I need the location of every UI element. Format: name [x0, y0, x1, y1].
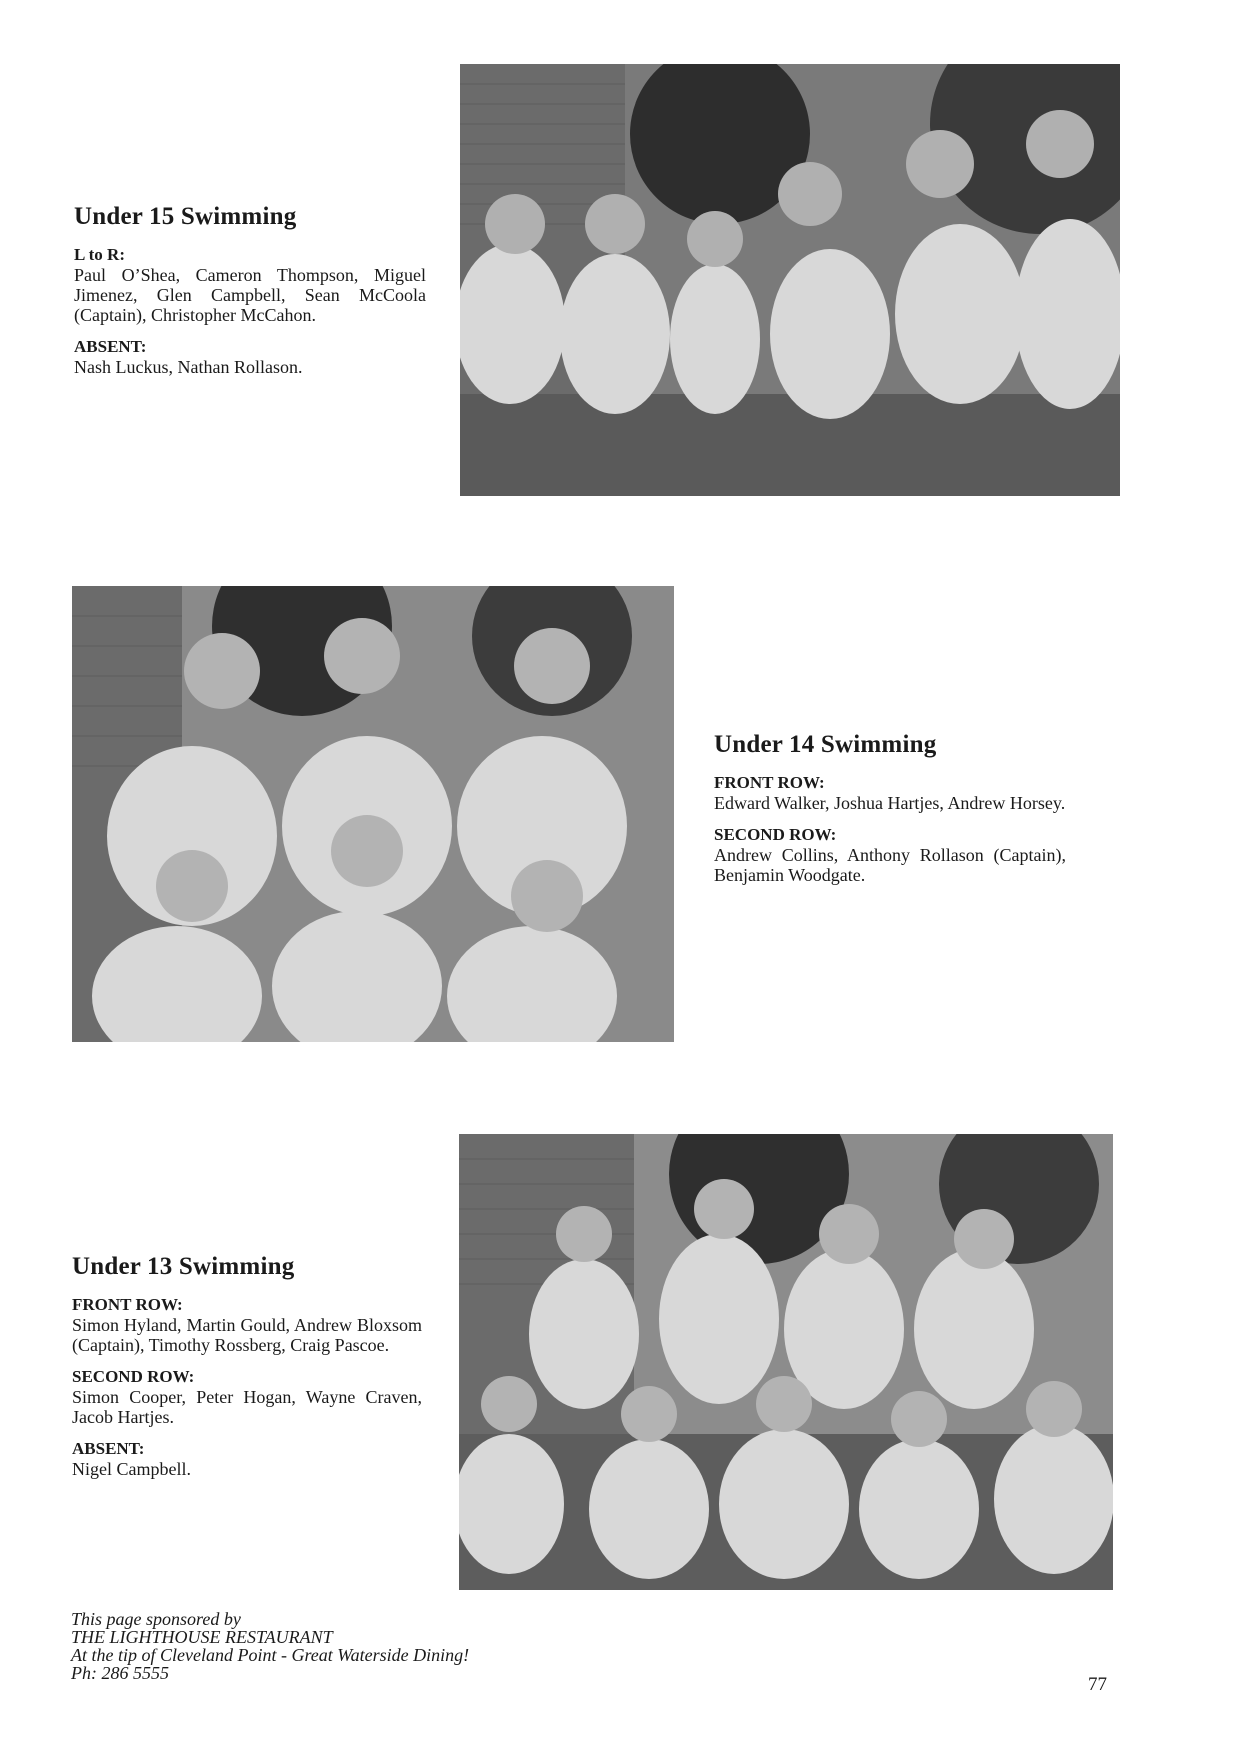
group-names: Nigel Campbell. — [72, 1459, 191, 1479]
sponsor-line: This page sponsored by — [71, 1609, 241, 1629]
under-15-caption — [74, 203, 426, 389]
group-label: FRONT ROW: — [714, 773, 825, 792]
group-label: L to R: — [74, 245, 125, 264]
group-names: Paul O’Shea, Cameron Thompson, Miguel Jimenez, Glen Campbell, Sean McCoola (Captain), Christopher McCahon. — [74, 265, 426, 325]
under-14-caption — [714, 731, 1066, 897]
group-names: Edward Walker, Joshua Hartjes, Andrew Horsey. — [714, 793, 1066, 813]
group-names: Simon Cooper, Peter Hogan, Wayne Craven, Jacob Hartjes. — [72, 1387, 422, 1427]
under-13-team-photo — [459, 1134, 1113, 1590]
page-number: 77 — [1088, 1674, 1107, 1695]
sponsor-phone: Ph: 286 5555 — [71, 1663, 169, 1683]
under-15-team-photo — [460, 64, 1120, 496]
under-13-caption — [72, 1253, 422, 1491]
sponsor-notice — [71, 1610, 469, 1682]
group-names: Andrew Collins, Anthony Rollason (Captain), Benjamin Woodgate. — [714, 845, 1066, 885]
section-title: Under 14 Swimming — [714, 731, 937, 758]
group-names: Nash Luckus, Nathan Rollason. — [74, 357, 303, 377]
group-label: SECOND ROW: — [714, 825, 837, 844]
group-label: SECOND ROW: — [72, 1367, 195, 1386]
under-14-team-photo — [72, 586, 674, 1042]
group-names: Simon Hyland, Martin Gould, Andrew Bloxsom (Captain), Timothy Rossberg, Craig Pascoe. — [72, 1315, 422, 1355]
section-title: Under 13 Swimming — [72, 1253, 295, 1280]
sponsor-tagline: At the tip of Cleveland Point - Great Waterside Dining! — [71, 1645, 470, 1665]
sponsor-name: THE LIGHTHOUSE RESTAURANT — [71, 1627, 333, 1647]
group-label: ABSENT: — [72, 1439, 145, 1458]
group-label: ABSENT: — [74, 337, 147, 356]
group-label: FRONT ROW: — [72, 1295, 183, 1314]
section-title: Under 15 Swimming — [74, 203, 297, 230]
